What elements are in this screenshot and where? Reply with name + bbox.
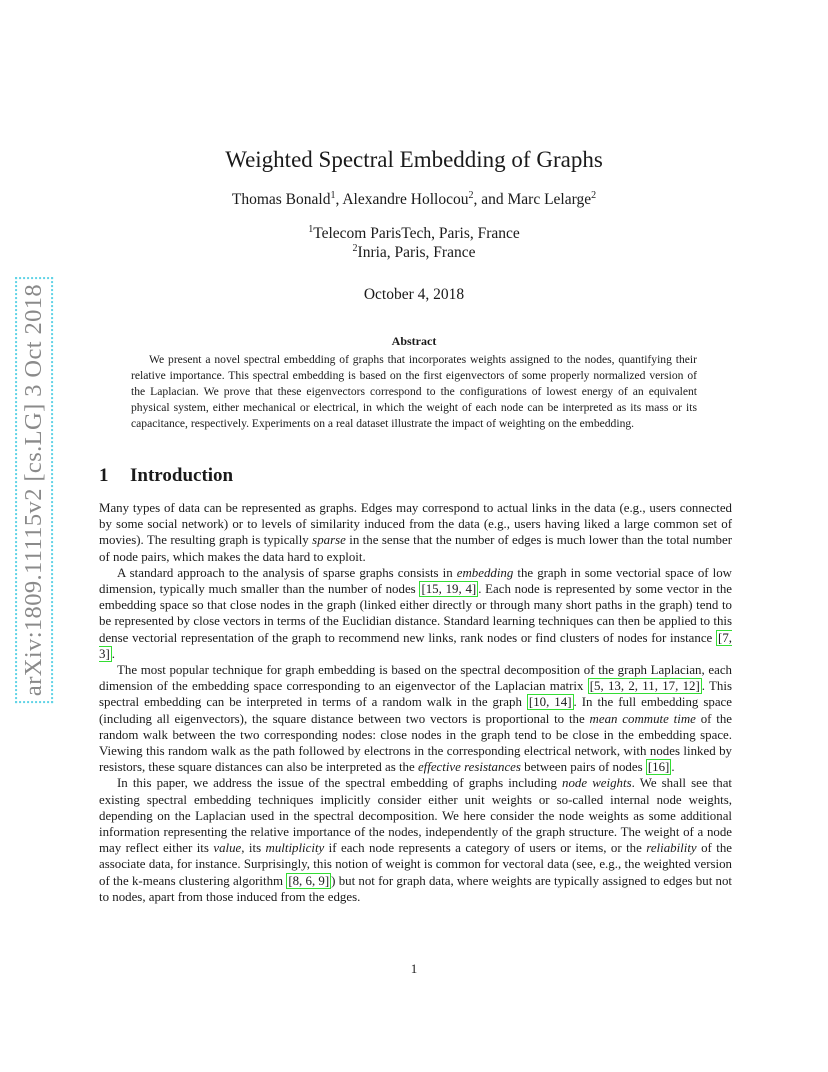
- text-run: . This spectral embedding can be interpreted in terms of a random walk in the graph: [99, 679, 732, 710]
- text-run: . Each node is represented by some vector in the embedding space so that close nodes in the graph (linked either directly or through many short paths in the graph) tend to be represented by close vectors in terms of the Euclidian distance. Standard learning techniques can then be applied to this dense vectorial representation of the graph to recommend new links, rank nodes or find clusters of nodes for instance: [99, 582, 732, 645]
- publication-date: October 4, 2018: [363, 286, 465, 303]
- text-run: The most popular technique for graph embedding is based on the spectral decomposition of the graph Laplacian, each dimension of the embedding space corresponding to an eigenvector of the Laplacian matrix: [99, 663, 732, 694]
- author-separator: ,: [335, 191, 343, 208]
- text-run: .: [111, 646, 115, 661]
- affiliation-text: Inria, Paris, France: [357, 244, 476, 261]
- affiliation-mark: 1: [308, 223, 314, 235]
- body-paragraph: [99, 775, 732, 905]
- author-affiliation-mark: 2: [591, 189, 597, 201]
- affiliation-mark: 2: [352, 242, 358, 254]
- affiliation-line: [0, 244, 828, 262]
- section-heading: [99, 465, 233, 487]
- emphasized-text: embedding: [456, 565, 514, 580]
- section-number: 1: [99, 465, 109, 486]
- abstract-text: We present a novel spectral embedding of graphs that incorporates weights assigned to the nodes, quantifying their relative importance. This spectral embedding is based on the first eigenvectors of some properly normalized version of the Laplacian. We prove that these eigenvectors correspond to the configurations of lowest energy of an equivalent physical system, either mechanical or electrical, in which the weight of each node can be interpreted as its mass or its capacitance, respectively. Experiments on a real dataset illustrate the impact of weighting on the embedding.: [131, 353, 697, 430]
- emphasized-text: multiplicity: [265, 841, 325, 856]
- arxiv-identifier-text: arXiv:1809.11115v2 [cs.LG] 3 Oct 2018: [20, 283, 48, 697]
- introduction-body: [99, 500, 732, 905]
- text-run: of the random walk between the two corresponding nodes: close nodes in the graph tend to be close in the embedding space. Viewing this random walk as the path followed by electrons in the corresponding electrical network, with nodes linked by resistors, these square distances can also be interpreted as the: [99, 711, 733, 775]
- text-run: the graph in some vectorial space of low dimension, typically much smaller than the number of nodes: [99, 565, 732, 597]
- author-separator: , and: [473, 191, 508, 208]
- affiliation-text: Telecom ParisTech, Paris, France: [313, 225, 520, 242]
- citation-link[interactable]: [7, 3]: [99, 630, 732, 661]
- emphasized-text: reliability: [646, 841, 697, 856]
- citation-link[interactable]: [16]: [647, 760, 670, 775]
- author-list: [0, 191, 828, 209]
- body-paragraph: [99, 662, 732, 775]
- text-run: between pairs of nodes: [520, 760, 646, 775]
- citation-link[interactable]: [8, 6, 9]: [288, 873, 330, 888]
- text-run: if each node represents a category of users or items, or the: [324, 841, 647, 856]
- page-number: 1: [410, 961, 418, 976]
- text-run: Many types of data can be represented as graphs. Edges may correspond to actual links in the data (e.g., users connected by some social network) or to levels of similarity induced from the data (e.g., users having liked a large common set of movies). The resulting graph is typically: [99, 501, 732, 548]
- author-name: Marc Lelarge: [507, 191, 592, 208]
- citation-link[interactable]: [10, 14]: [528, 695, 572, 710]
- text-run: ) but not for graph data, where weights are typically assigned to edges but not to nodes, apart from those induced from the edges.: [99, 873, 732, 904]
- paper-title: Weighted Spectral Embedding of Graphs: [225, 147, 603, 172]
- text-run: . In the full embedding space (including all eigenvectors), the square distance between two vectors is proportional to the: [99, 695, 733, 726]
- body-paragraph: [99, 500, 732, 565]
- emphasized-text: effective resistances: [417, 760, 521, 775]
- text-run: of the associate data, for instance. Surprisingly, this notion of weight is common for vectoral data (see, e.g., the weighted version of the k-means clustering algorithm: [99, 841, 732, 888]
- text-run: in the sense that the number of edges is much lower than the total number of node pairs, which makes the data hard to exploit.: [99, 533, 732, 564]
- text-run: , its: [241, 841, 266, 856]
- section-title: Introduction: [130, 465, 234, 486]
- text-run: .: [671, 760, 675, 775]
- author-name: Thomas Bonald: [231, 191, 331, 208]
- emphasized-text: mean commute time: [589, 711, 696, 726]
- affiliation-line: [0, 225, 828, 243]
- body-paragraph: [99, 565, 732, 662]
- text-run: A standard approach to the analysis of sparse graphs consists in: [117, 565, 457, 580]
- author-affiliation-mark: 2: [468, 189, 474, 201]
- emphasized-text: value: [213, 841, 242, 856]
- text-run: . We shall see that existing spectral embedding techniques implicitly consider either unit weights or so-called internal node weights, depending on the Laplacian used in the spectral decomposition. We here consider the node weights as some additional information representing the relative importance of the nodes, independently of the graph structure. The weight of a node may reflect either its: [99, 776, 732, 856]
- citation-link[interactable]: [15, 19, 4]: [421, 582, 477, 597]
- author-name: Alexandre Hollocou: [342, 191, 469, 208]
- citation-link[interactable]: [5, 13, 2, 11, 17, 12]: [589, 679, 700, 694]
- emphasized-text: node weights: [562, 776, 632, 791]
- abstract-heading: Abstract: [391, 334, 437, 348]
- author-affiliation-mark: 1: [330, 189, 336, 201]
- text-run: In this paper, we address the issue of the spectral embedding of graphs including: [117, 776, 563, 791]
- emphasized-text: sparse: [312, 533, 346, 548]
